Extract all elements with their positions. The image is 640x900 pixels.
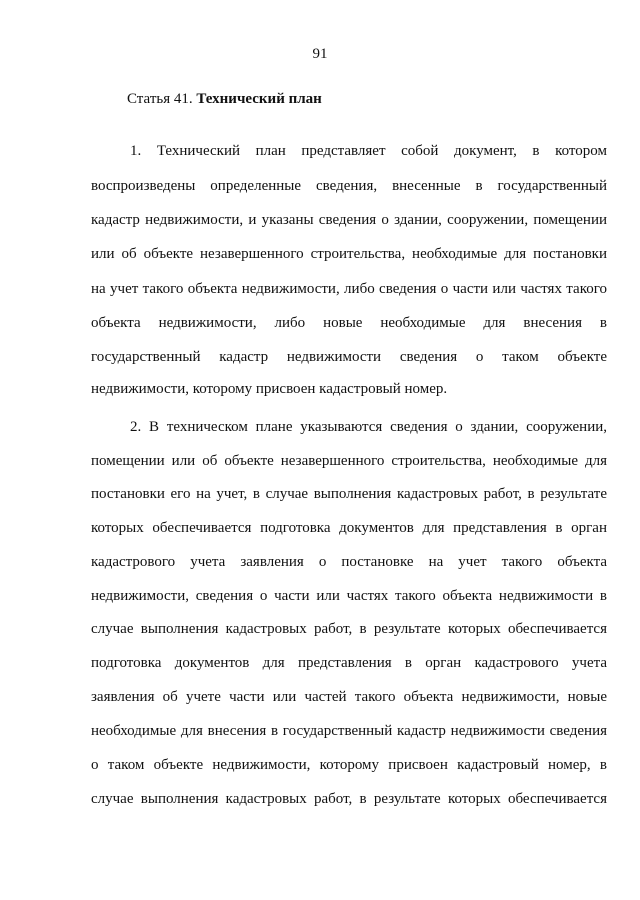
text-line: заявления об учете части или частей такого объекта недвижимости, новые <box>91 689 607 705</box>
article-heading <box>127 91 322 108</box>
text-line: случае выполнения кадастровых работ, в результате которых обеспечивается <box>91 621 607 637</box>
article-title: Технический план <box>196 91 322 107</box>
text-line: объекта недвижимости, либо новые необходимые для внесения в <box>91 315 607 331</box>
text-line: или об объекте незавершенного строительства, необходимые для постановки <box>91 246 607 262</box>
text-line: недвижимости, которому присвоен кадастровый номер. <box>91 381 448 397</box>
text-line: постановки его на учет, в случае выполнения кадастровых работ, в результате <box>91 486 607 502</box>
text-line: недвижимости, сведения о части или частях такого объекта недвижимости в <box>91 588 607 604</box>
text-line: которых обеспечивается подготовка документов для представления в орган <box>91 520 607 536</box>
text-line: 2. В техническом плане указываются сведения о здании, сооружении, <box>130 419 607 435</box>
page-number: 91 <box>312 46 328 62</box>
text-line: подготовка документов для представления в орган кадастрового учета <box>91 655 607 671</box>
text-line: случае выполнения кадастровых работ, в результате которых обеспечивается <box>91 791 607 807</box>
text-line: на учет такого объекта недвижимости, либо сведения о части или частях такого <box>91 281 607 297</box>
text-line: кадастр недвижимости, и указаны сведения о здании, сооружении, помещении <box>91 212 607 228</box>
text-line: необходимые для внесения в государственный кадастр недвижимости сведения <box>91 723 607 739</box>
text-line: воспроизведены определенные сведения, внесенные в государственный <box>91 178 607 194</box>
text-line: государственный кадастр недвижимости сведения о таком объекте <box>91 349 607 365</box>
text-line: кадастрового учета заявления о постановке на учет такого объекта <box>91 554 607 570</box>
text-line: 1. Технический план представляет собой документ, в котором <box>130 143 607 159</box>
article-number: Статья 41. <box>127 91 193 107</box>
text-line: помещении или об объекте незавершенного строительства, необходимые для <box>91 453 607 469</box>
text-line: о таком объекте недвижимости, которому присвоен кадастровый номер, в <box>91 757 607 773</box>
